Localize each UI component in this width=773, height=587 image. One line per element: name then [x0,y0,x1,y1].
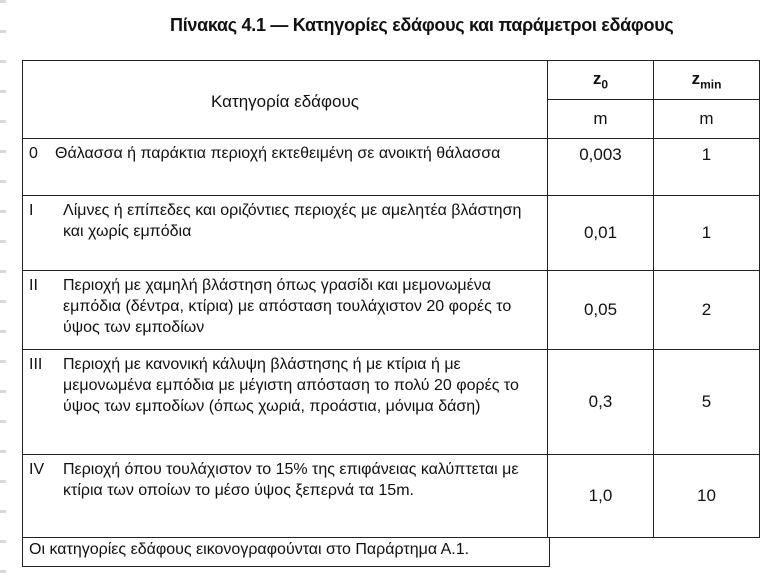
table-row [23,350,760,455]
header-z0 [548,61,654,100]
category-cell [23,139,548,196]
table-caption: Πίνακας 4.1 — Κατηγορίες εδάφους και παράμετροι εδάφους [170,15,674,35]
z0-value: 0,3 [548,350,654,455]
table-row [23,455,760,538]
zmin-value: 1 [654,196,760,271]
header-row-symbols [23,61,760,100]
zmin-value: 2 [654,271,760,350]
table-footnote: Οι κατηγορίες εδάφους εικονογραφούνται στο Παράρτημα Α.1. [22,537,550,567]
category-description: Περιοχή όπου τουλάχιστον το 15% της επιφάνειας καλύπτεται με κτίρια των οποίων το μέσο ύψος ξεπερνά τα 15m. [63,461,519,499]
category-cell [23,271,548,350]
header-z0-symbol: z [592,68,602,88]
category-number: 0 [29,145,38,162]
z0-value: 1,0 [548,455,654,538]
category-cell [23,196,548,271]
z0-value: 0,05 [548,271,654,350]
table-row [23,196,760,271]
header-zmin [654,61,760,100]
category-cell [23,455,548,538]
terrain-categories-table [22,60,760,538]
category-description: Θάλασσα ή παράκτια περιοχή εκτεθειμένη σε ανοικτή θάλασσα [55,145,501,162]
zmin-value: 1 [654,139,760,196]
page-margin-guide [0,0,6,587]
zmin-value: 10 [654,455,760,538]
table-row [23,271,760,350]
category-number: I [29,202,34,219]
category-cell [23,350,548,455]
category-number: II [29,277,38,294]
category-description: Περιοχή με χαμηλή βλάστηση όπως γρασίδι και μεμονωμένα εμπόδια (δέντρα, κτίρια) με απόσταση τουλάχιστον 20 φορές το ύψος των εμποδίων [63,277,512,336]
header-z0-unit: m [548,100,654,139]
category-number: IV [29,461,45,478]
header-category-label: Κατηγορία εδάφους [211,91,359,111]
category-number: III [29,356,43,373]
header-category [23,61,548,139]
table-row [23,139,760,196]
z0-value: 0,01 [548,196,654,271]
header-zmin-subscript: min [700,77,722,92]
z0-value: 0,003 [548,139,654,196]
category-description: Λίμνες ή επίπεδες και οριζόντιες περιοχές με αμελητέα βλάστηση και χωρίς εμπόδια [63,202,522,240]
header-zmin-unit: m [654,100,760,139]
header-zmin-symbol: z [691,68,701,88]
category-description: Περιοχή με κανονική κάλυψη βλάστησης ή με κτίρια ή με μεμονωμένα εμπόδια με μέγιστη απόσταση το πολύ 20 φορές το ύψος των εμποδίων (όπως χωριά, προάστια, μόνιμα δάση) [63,356,519,415]
zmin-value: 5 [654,350,760,455]
header-z0-subscript: 0 [601,77,609,92]
